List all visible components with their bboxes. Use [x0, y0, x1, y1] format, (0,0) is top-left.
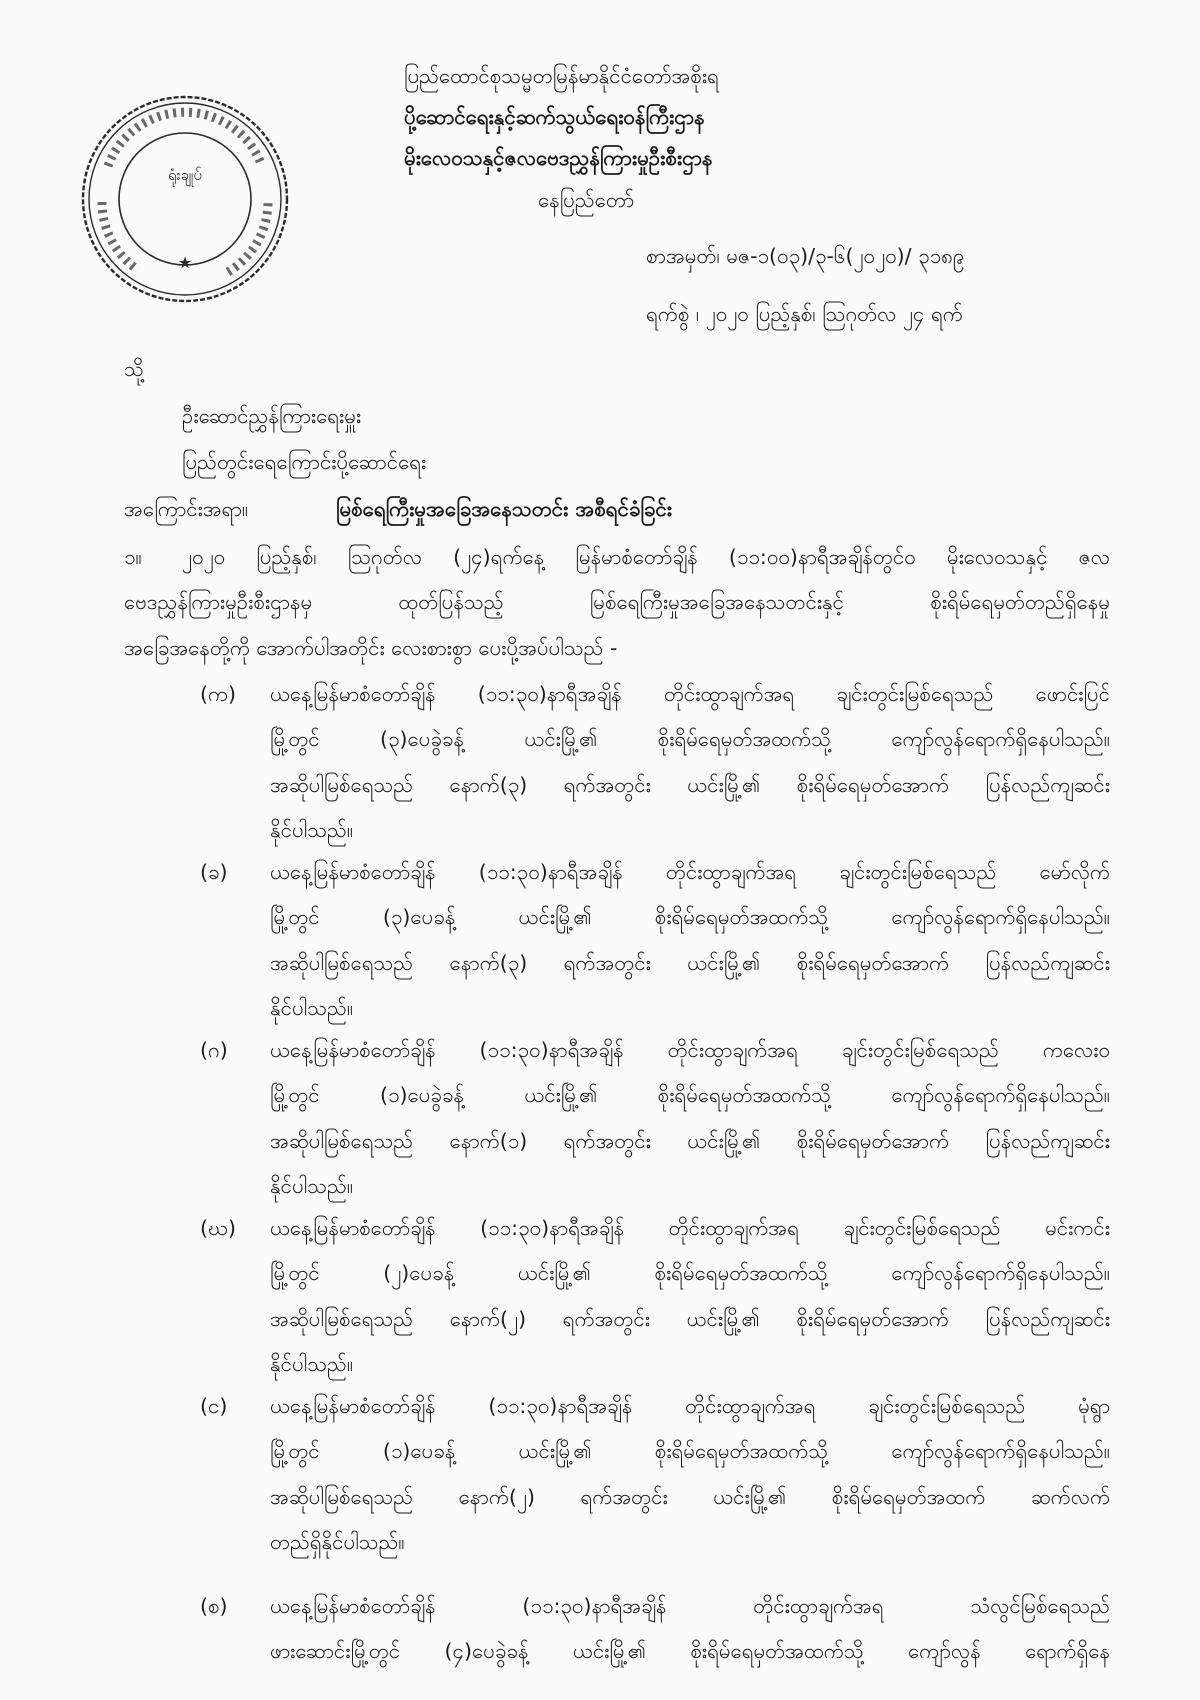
- item-gha-marker: (ဃ): [200, 1216, 236, 1240]
- item-ka-line-1: ယနေ့မြန်မာစံတော်ချိန် (၁၁:၃၀)နာရီအချိန် တိုင်းထွာချက်အရ ချင်းတွင်းမြစ်ရေသည် ဖောင်းပြင်: [270, 682, 1110, 706]
- item-ka-line-3: အဆိုပါမြစ်ရေသည် နောက်(၃) ရက်အတွင်း ယင်းမြို့၏ စိုးရိမ်ရေမှတ်အောက် ပြန်လည်ကျဆင်း: [270, 773, 1110, 797]
- item-kha-line-4: နိုင်ပါသည်။: [270, 996, 354, 1020]
- item-ka-line-4: နိုင်ပါသည်။: [270, 818, 354, 842]
- item-nga-line-4: တည်ရှိနိုင်ပါသည်။: [270, 1530, 405, 1554]
- item-gha-line-2: မြို့တွင် (၂)ပေခန့် ယင်းမြို့၏ စိုးရိမ်ရေမှတ်အထက်သို့ ကျော်လွန်ရောက်ရှိနေပါသည်။: [270, 1261, 1110, 1285]
- item-ga-line-4: နိုင်ပါသည်။: [270, 1174, 354, 1198]
- para1-number: ၁။: [124, 545, 142, 569]
- item-nga-line-3: အဆိုပါမြစ်ရေသည် နောက်(၂) ရက်အတွင်း ယင်းမြို့၏ စိုးရိမ်ရေမှတ်အထက် ဆက်လက်: [270, 1485, 1110, 1509]
- stamp-text: ရုံးချုပ်: [168, 166, 202, 184]
- subject-label: အကြောင်းအရာ။: [124, 497, 249, 521]
- recipient-office: ပြည်တွင်းရေကြောင်းပို့ဆောင်ရေး: [182, 450, 427, 474]
- item-gha-line-1: ယနေ့မြန်မာစံတော်ချိန် (၁၁:၃၀)နာရီအချိန် တိုင်းထွာချက်အရ ချင်းတွင်းမြစ်ရေသည် မင်းကင်း: [270, 1216, 1110, 1240]
- item-sa-line-2: ဖားဆောင်းမြို့တွင် (၄)ပေခွဲခန့် ယင်းမြို့၏ စိုးရိမ်ရေမှတ်အထက်သို့ ကျော်လွန် ရောက်ရှိနေ: [270, 1639, 1110, 1663]
- item-kha-line-2: မြို့တွင် (၃)ပေခန့် ယင်းမြို့၏ စိုးရိမ်ရေမှတ်အထက်သို့ ကျော်လွန်ရောက်ရှိနေပါသည်။: [270, 905, 1110, 929]
- item-sa-marker: (စ): [200, 1594, 228, 1618]
- item-sa-line-1: ယနေ့မြန်မာစံတော်ချိန် (၁၁:၃၀)နာရီအချိန် တိုင်းထွာချက်အရ သံလွင်မြစ်ရေသည်: [270, 1594, 1110, 1618]
- subject-text: မြစ်ရေကြီးမှုအခြေအနေသတင်း အစီရင်ခံခြင်း: [336, 497, 672, 521]
- header-city: နေပြည်တော်: [538, 188, 635, 212]
- letter-date: ရက်စွဲ ၊ ၂၀၂၀ ပြည့်နှစ်၊ ဩဂုတ်လ ၂၄ ရက်: [646, 302, 963, 326]
- item-kha-marker: (ခ): [200, 860, 228, 884]
- item-nga-line-1: ယနေ့မြန်မာစံတော်ချိန် (၁၁:၃၀)နာရီအချိန် တိုင်းထွာချက်အရ ချင်းတွင်းမြစ်ရေသည် မုံရွာ: [270, 1394, 1110, 1418]
- item-ka-marker: (က): [200, 682, 237, 706]
- para1-line-1: ၂၀၂၀ ပြည့်နှစ်၊ ဩဂုတ်လ (၂၄)ရက်နေ့ မြန်မာစံတော်ချိန် (၁၁:၀၀)နာရီအချိန်တွင်ဝ မိုးလေဝသနှင့် ဇလ: [182, 545, 1110, 569]
- item-ga-line-2: မြို့တွင် (၁)ပေခွဲခန့် ယင်းမြို့၏ စိုးရိမ်ရေမှတ်အထက်သို့ ကျော်လွန်ရောက်ရှိနေပါသည်။: [270, 1083, 1110, 1107]
- item-gha-line-3: အဆိုပါမြစ်ရေသည် နောက်(၂) ရက်အတွင်း ယင်းမြို့၏ စိုးရိမ်ရေမှတ်အောက် ပြန်လည်ကျဆင်း: [270, 1307, 1110, 1331]
- office-seal-stamp: [78, 92, 292, 306]
- recipient-title: ဦးဆောင်ညွှန်ကြားရေးမှူး: [182, 404, 362, 428]
- recipient-to: သို့: [124, 357, 144, 381]
- item-ga-marker: (ဂ): [200, 1038, 228, 1062]
- item-ga-line-1: ယနေ့မြန်မာစံတော်ချိန် (၁၁:၃၀)နာရီအချိန် တိုင်းထွာချက်အရ ချင်းတွင်းမြစ်ရေသည် ကလေးဝ: [270, 1038, 1110, 1062]
- para1-line-2: ဗေဒညွှန်ကြားမှုဦးစီးဌာနမှ ထုတ်ပြန်သည့် မြစ်ရေကြီးမှုအခြေအနေသတင်းနှင့် စိုးရိမ်ရေမှတ်တည်ရှိနေမှု: [124, 590, 1110, 614]
- item-ga-line-3: အဆိုပါမြစ်ရေသည် နောက်(၁) ရက်အတွင်း ယင်းမြို့၏ စိုးရိမ်ရေမှတ်အောက် ပြန်လည်ကျဆင်း: [270, 1129, 1110, 1153]
- para1-line-3: အခြေအနေတို့ကို အောက်ပါအတိုင်း လေးစားစွာ ပေးပို့အပ်ပါသည် -: [124, 636, 618, 660]
- svg-text:★: ★: [177, 253, 193, 272]
- item-nga-line-2: မြို့တွင် (၁)ပေခန့် ယင်းမြို့၏ စိုးရိမ်ရေမှတ်အထက်သို့ ကျော်လွန်ရောက်ရှိနေပါသည်။: [270, 1439, 1110, 1463]
- header-department: မိုးလေဝသနှင့်ဇလဗေဒညွှန်ကြားမှုဦးစီးဌာန: [404, 146, 713, 170]
- item-kha-line-1: ယနေ့မြန်မာစံတော်ချိန် (၁၁:၃၀)နာရီအချိန် တိုင်းထွာချက်အရ ချင်းတွင်းမြစ်ရေသည် မော်လိုက်: [270, 860, 1110, 884]
- item-kha-line-3: အဆိုပါမြစ်ရေသည် နောက်(၃) ရက်အတွင်း ယင်းမြို့၏ စိုးရိမ်ရေမှတ်အောက် ပြန်လည်ကျဆင်း: [270, 951, 1110, 975]
- item-ka-line-2: မြို့တွင် (၃)ပေခွဲခန့် ယင်းမြို့၏ စိုးရိမ်ရေမှတ်အထက်သို့ ကျော်လွန်ရောက်ရှိနေပါသည်။: [270, 727, 1110, 751]
- header-government: ပြည်ထောင်စုသမ္မတမြန်မာနိုင်ငံတော်အစိုးရ: [404, 64, 719, 88]
- header-ministry: ပို့ဆောင်ရေးနှင့်ဆက်သွယ်ရေးဝန်ကြီးဌာန: [404, 105, 705, 129]
- item-nga-marker: (င): [200, 1394, 228, 1418]
- item-gha-line-4: နိုင်ပါသည်။: [270, 1352, 354, 1376]
- reference-number: စာအမှတ်၊ မဇ-၁(၀၃)/၃-၆(၂၀၂၀)/ ၃၁၈၉: [646, 244, 965, 268]
